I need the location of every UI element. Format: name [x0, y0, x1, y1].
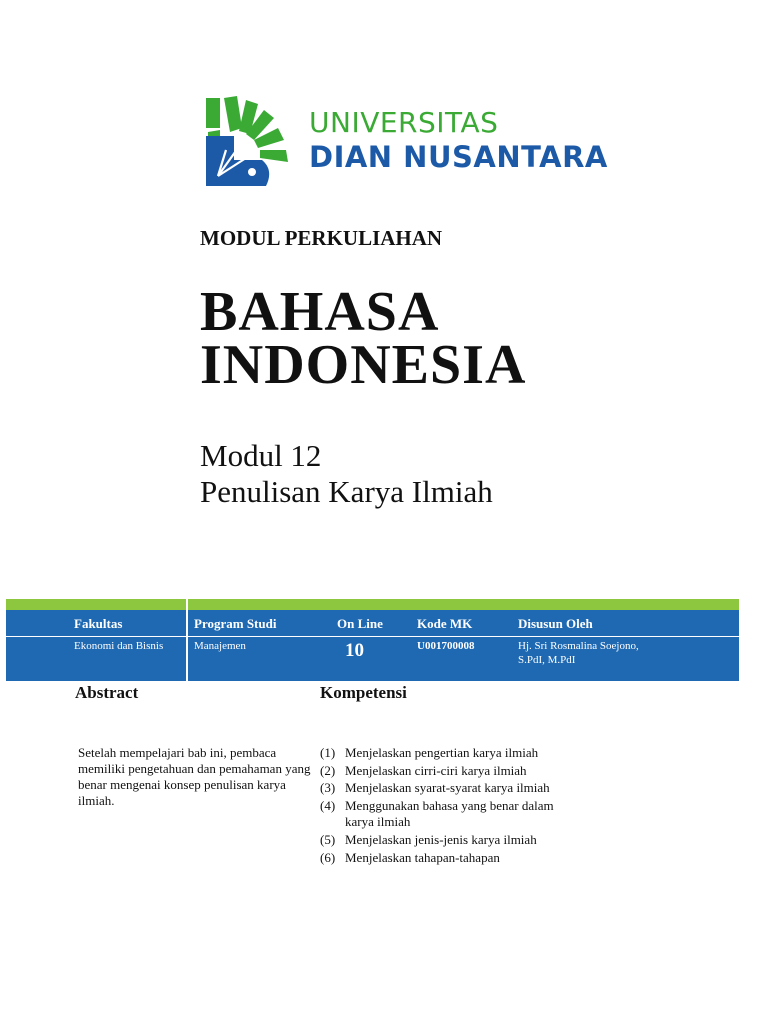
- kompetensi-item-text: Menjelaskan syarat-syarat karya ilmiah: [345, 780, 550, 796]
- kompetensi-item-number: (6): [320, 849, 336, 865]
- kompetensi-item: [320, 745, 580, 762]
- kompetensi-item: [320, 850, 580, 867]
- logo-text-universitas: UNIVERSITAS: [309, 106, 499, 139]
- kompetensi-item-number: (2): [320, 762, 336, 778]
- value-disusun-oleh-line2: S.PdI, M.PdI: [518, 654, 576, 666]
- kompetensi-heading: Kompetensi: [320, 683, 407, 702]
- kompetensi-item: [320, 798, 580, 831]
- course-title-line1: BAHASA: [200, 281, 440, 343]
- value-program-studi: Manajemen: [194, 640, 246, 652]
- abstract-heading: Abstract: [75, 683, 139, 702]
- logo-text-dian-nusantara: DIAN NUSANTARA: [309, 140, 608, 174]
- value-fakultas: Ekonomi dan Bisnis: [74, 640, 164, 652]
- kompetensi-item-text: Menjelaskan jenis-jenis karya ilmiah: [345, 831, 537, 847]
- kompetensi-item: [320, 763, 580, 780]
- university-logo-icon: [204, 96, 290, 188]
- value-on-line: 10: [345, 640, 364, 661]
- table-row-divider: [6, 636, 739, 637]
- value-disusun-oleh-line1: Hj. Sri Rosmalina Soejono,: [518, 640, 639, 652]
- kompetensi-item-text: Menjelaskan tahapan-tahapan: [345, 849, 500, 865]
- document-label: MODUL PERKULIAHAN: [200, 226, 443, 250]
- kompetensi-item-text: Menggunakan bahasa yang benar dalam karya ilmiah: [345, 797, 554, 830]
- kompetensi-item-number: (3): [320, 780, 336, 796]
- kompetensi-item: [320, 780, 580, 797]
- table-column-divider: [186, 599, 188, 681]
- kompetensi-item-number: (1): [320, 745, 336, 760]
- value-kode-mk: U001700008: [417, 640, 475, 652]
- kompetensi-item: [320, 832, 580, 849]
- kompetensi-item-number: (5): [320, 831, 336, 847]
- kompetensi-item-text: Menjelaskan pengertian karya ilmiah: [345, 745, 539, 760]
- header-program-studi: Program Studi: [194, 616, 277, 631]
- course-title: [200, 281, 527, 396]
- table-accent-bar: [6, 599, 739, 610]
- module-topic: Penulisan Karya Ilmiah: [200, 474, 493, 509]
- header-on-line: On Line: [337, 616, 383, 631]
- abstract-text: Setelah mempelajari bab ini, pembaca memiliki pengetahuan dan pemahaman yang benar mengenai konsep penulisan karya ilmiah.: [78, 745, 311, 808]
- header-disusun-oleh: Disusun Oleh: [518, 616, 593, 631]
- module-number: Modul 12: [200, 438, 322, 473]
- kompetensi-item-number: (4): [320, 797, 336, 813]
- kompetensi-item-text: Menjelaskan cirri-ciri karya ilmiah: [345, 762, 527, 778]
- value-disusun-oleh: [518, 639, 639, 667]
- header-kode-mk: Kode MK: [417, 616, 473, 631]
- kompetensi-list: [320, 745, 580, 867]
- course-title-line2: INDONESIA: [200, 334, 527, 396]
- header-fakultas: Fakultas: [74, 616, 123, 631]
